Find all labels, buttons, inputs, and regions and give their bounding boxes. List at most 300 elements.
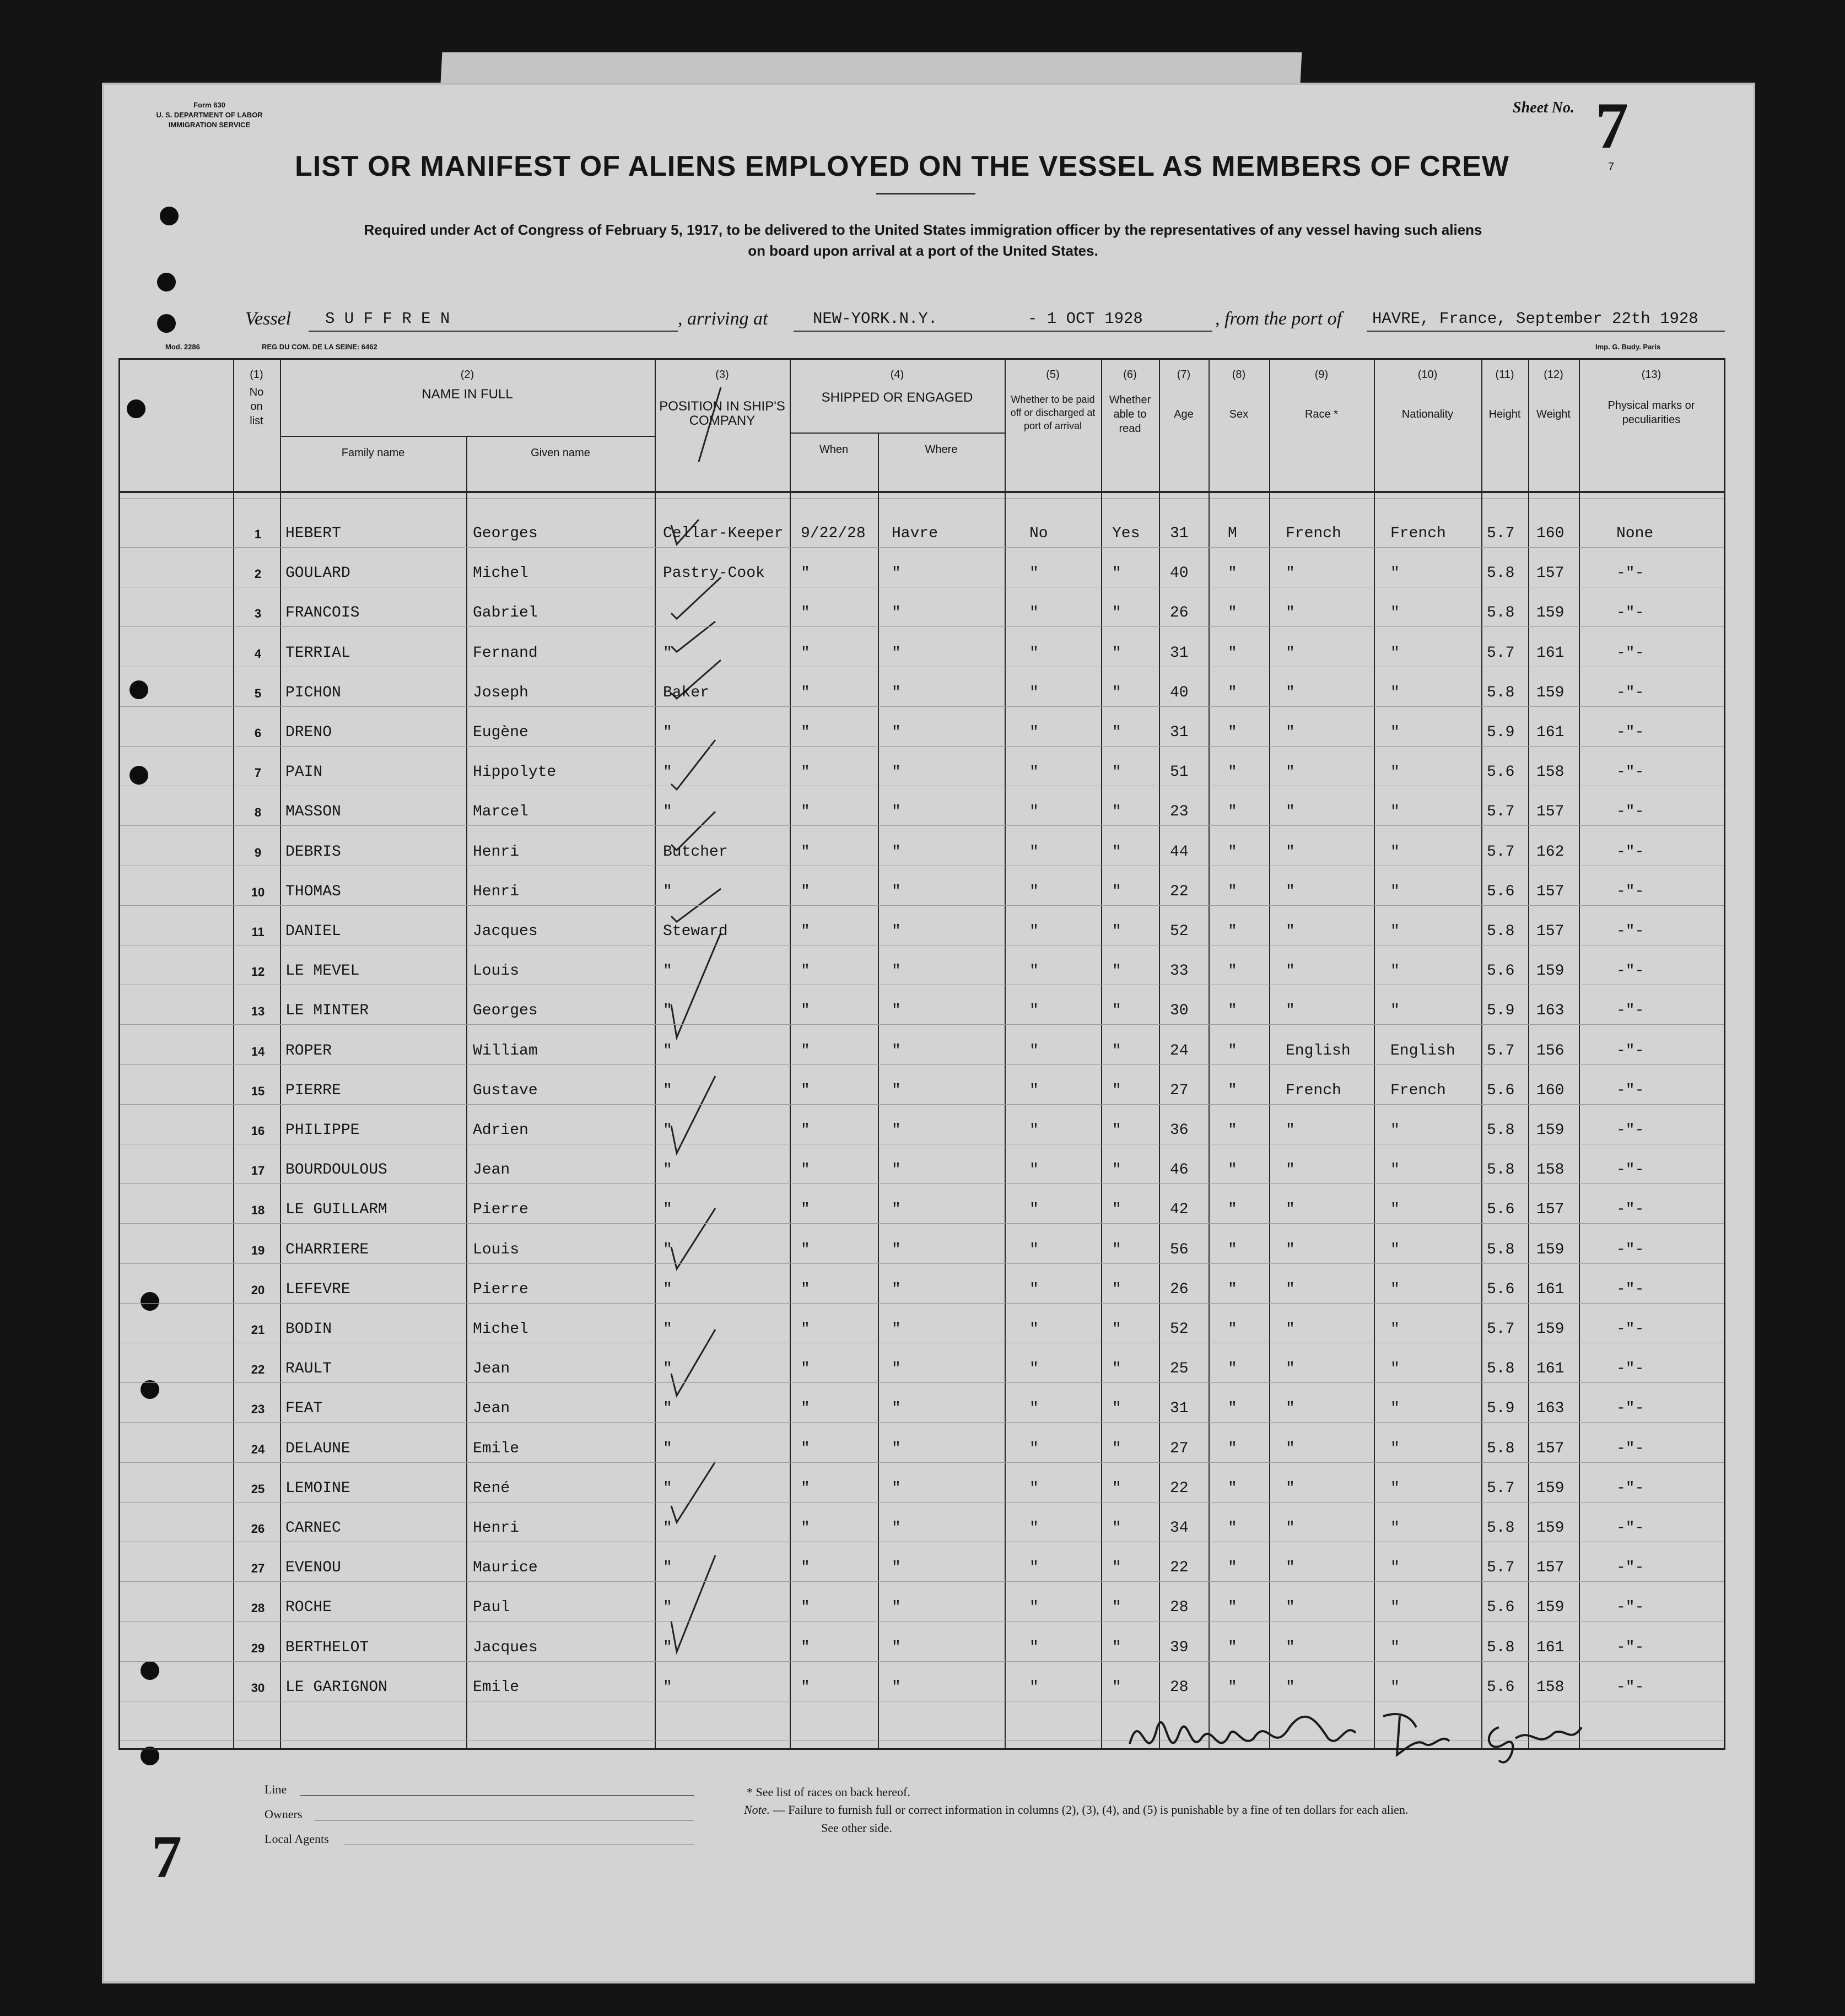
given-name-cell: Maurice [473,1559,538,1577]
paid-off-cell: " [1029,1360,1039,1378]
weight-cell: 160 [1536,525,1565,542]
position-cell: " [663,1161,672,1179]
row-number-cell: 9 [254,845,262,860]
given-name-cell: Louis [473,1241,520,1258]
given-name-cell: Adrien [473,1122,528,1139]
age-cell: 28 [1170,1678,1189,1696]
surgeon-signature [1124,1705,1598,1766]
shipped-where-cell: " [892,1201,901,1219]
position-cell: " [663,883,672,900]
shipped-where-cell: " [892,1122,901,1139]
row-rule [120,1621,1724,1622]
height-cell: 5.6 [1487,1599,1515,1617]
physical-marks-cell: -"- [1616,1440,1644,1457]
races-note: * See list of races on back hereof. [747,1785,910,1799]
col-13-number: (13) [1641,369,1661,381]
arriving-label: , arriving at [678,309,768,329]
race-cell: English [1286,1042,1351,1060]
height-cell: 5.7 [1487,803,1515,821]
shipped-where-cell: " [892,565,901,582]
failure-note [744,1803,1408,1817]
col-8-number: (8) [1232,369,1246,381]
sex-cell: " [1228,565,1237,582]
shipped-when-cell: " [801,1639,810,1656]
age-cell: 26 [1170,604,1189,622]
race-cell: " [1286,1520,1295,1537]
shipped-when-cell: " [801,963,810,980]
shipped-where-cell: " [892,1241,901,1258]
height-cell: 5.7 [1487,1479,1515,1497]
height-cell: 5.7 [1487,1321,1515,1338]
sex-cell: " [1228,604,1237,622]
nationality-cell: " [1390,883,1400,900]
weight-cell: 157 [1536,565,1565,582]
family-name-cell: PICHON [285,684,341,701]
height-cell: 5.6 [1487,1678,1515,1696]
arrival-date-stamp: - 1 OCT 1928 [1028,310,1143,328]
sex-cell: " [1228,1559,1237,1577]
shipped-when-cell: " [801,684,810,701]
shipped-where-cell: " [892,843,901,861]
paid-off-cell: " [1029,565,1039,582]
physical-marks-cell: -"- [1616,1559,1644,1577]
paid-off-cell: " [1029,1280,1039,1298]
given-name-cell: Fernand [473,644,538,662]
shipped-where-cell: " [892,1360,901,1378]
col-7-number: (7) [1177,369,1191,381]
height-cell: 5.6 [1487,1082,1515,1099]
physical-marks-cell: -"- [1616,1639,1644,1656]
age-cell: 24 [1170,1042,1189,1060]
shipped-where-cell: " [892,883,901,900]
height-cell: 5.7 [1487,525,1515,542]
shipped-when-cell: " [801,1122,810,1139]
position-cell: " [663,1599,672,1617]
weight-cell: 157 [1536,923,1565,940]
age-cell: 26 [1170,1280,1189,1298]
physical-marks-cell: -"- [1616,1082,1644,1099]
race-cell: " [1286,1280,1295,1298]
col-13-label: Physical marks or peculiarities [1607,399,1695,426]
row-rule [120,626,1724,627]
race-cell: French [1286,1082,1341,1099]
paid-off-cell: " [1029,724,1039,741]
given-name-cell: Pierre [473,1201,528,1219]
weight-cell: 159 [1536,604,1565,622]
title-rule [876,193,975,194]
paid-off-cell: " [1029,684,1039,701]
weight-cell: 159 [1536,1241,1565,1258]
age-cell: 27 [1170,1082,1189,1099]
age-cell: 33 [1170,963,1189,980]
row-number-cell: 11 [251,925,265,939]
paid-off-cell: " [1029,644,1039,662]
paid-off-cell: " [1029,843,1039,861]
family-name-cell: LEFEVRE [285,1280,350,1298]
shipped-where-cell: " [892,1400,901,1418]
sex-cell: " [1228,803,1237,821]
race-cell: " [1286,1599,1295,1617]
when-header: When [819,444,849,456]
shipped-where-cell: " [892,1280,901,1298]
col-1-label: No on list [249,386,264,427]
family-name-cell: LEMOINE [285,1479,350,1497]
age-cell: 36 [1170,1122,1189,1139]
family-name-cell: RAULT [285,1360,332,1378]
shipped-where-cell: " [892,1321,901,1338]
row-rule [120,1263,1724,1264]
able-to-read-cell: " [1112,1280,1121,1298]
weight-cell: 157 [1536,1201,1565,1219]
col-6-label: Whether able to read [1109,394,1151,435]
weight-cell: 161 [1536,724,1565,741]
paid-off-cell: " [1029,1002,1039,1020]
vessel-label: Vessel [245,309,292,329]
binder-hole [160,207,179,225]
shipped-where-cell: " [892,1678,901,1696]
height-cell: 5.9 [1487,1400,1515,1418]
shipped-when-cell: " [801,923,810,940]
paid-off-cell: No [1029,525,1048,542]
row-number-cell: 14 [251,1044,265,1058]
age-cell: 31 [1170,724,1189,741]
row-number-cell: 20 [251,1283,265,1297]
family-name-cell: DANIEL [285,923,341,940]
age-cell: 27 [1170,1440,1189,1457]
shipped-when-cell: " [801,1082,810,1099]
able-to-read-cell: " [1112,1161,1121,1179]
nationality-cell: French [1390,1082,1446,1099]
row-number-cell: 5 [254,686,262,700]
position-cell: " [663,1559,672,1577]
sex-cell: " [1228,1360,1237,1378]
col-5-label: Whether to be paid off or discharged at port of arrival [1010,394,1096,431]
family-name-cell: ROPER [285,1042,332,1060]
row-number-cell: 26 [251,1522,265,1536]
position-cell: " [663,1280,672,1298]
weight-cell: 161 [1536,1639,1565,1656]
nationality-cell: " [1390,843,1400,861]
row-number-cell: 19 [251,1243,265,1257]
nationality-cell: " [1390,803,1400,821]
race-cell: French [1286,525,1341,542]
age-cell: 51 [1170,764,1189,781]
row-rule [120,1422,1724,1423]
physical-marks-cell: -"- [1616,923,1644,940]
row-number-cell: 30 [251,1680,265,1695]
height-cell: 5.7 [1487,644,1515,662]
height-cell: 5.8 [1487,1241,1515,1258]
physical-marks-cell: -"- [1616,684,1644,701]
paid-off-cell: " [1029,1122,1039,1139]
given-name-cell: William [473,1042,538,1060]
given-name-cell: Michel [473,565,528,582]
paid-off-cell: " [1029,1161,1039,1179]
nationality-cell: " [1390,1161,1400,1179]
shipped-where-cell: " [892,724,901,741]
position-cell: Butcher [663,843,728,861]
race-cell: " [1286,644,1295,662]
physical-marks-cell: -"- [1616,1400,1644,1418]
shipped-when-cell: " [801,1360,810,1378]
shipped-when-cell: " [801,1559,810,1577]
row-rule [120,1661,1724,1662]
family-name-cell: LE MEVEL [285,963,360,980]
paid-off-cell: " [1029,923,1039,940]
family-name-cell: HEBERT [285,525,341,542]
nationality-cell: " [1390,764,1400,781]
sex-cell: M [1228,525,1237,542]
weight-cell: 158 [1536,1678,1565,1696]
where-header: Where [925,444,958,456]
able-to-read-cell: " [1112,1082,1121,1099]
physical-marks-cell: -"- [1616,1122,1644,1139]
col-6-number: (6) [1123,369,1137,381]
shipped-where-cell: " [892,1082,901,1099]
nationality-cell: " [1390,684,1400,701]
height-cell: 5.6 [1487,1280,1515,1298]
height-cell: 5.8 [1487,565,1515,582]
shipped-when-cell: " [801,1520,810,1537]
col-10-label: Nationality [1401,408,1454,420]
position-cell: " [663,1479,672,1497]
race-cell: " [1286,1201,1295,1219]
note-label: Note. [744,1803,770,1817]
physical-marks-cell: -"- [1616,1479,1644,1497]
nationality-cell: " [1390,1002,1400,1020]
given-name-cell: Hippolyte [473,764,557,781]
shipped-when-cell: " [801,1321,810,1338]
age-cell: 56 [1170,1241,1189,1258]
nationality-cell: " [1390,1280,1400,1298]
weight-cell: 159 [1536,1599,1565,1617]
shipped-where-cell: " [892,1002,901,1020]
given-name-cell: Jean [473,1360,510,1378]
position-cell: Baker [663,684,710,701]
shipped-where-cell: " [892,764,901,781]
paid-off-cell: " [1029,1520,1039,1537]
registry-number: REG DU COM. DE LA SEINE: 6462 [262,343,377,351]
paid-off-cell: " [1029,1042,1039,1060]
age-cell: 31 [1170,644,1189,662]
row-number-cell: 21 [251,1323,265,1337]
given-name-cell: Louis [473,963,520,980]
shipped-when-cell: 9/22/28 [801,525,866,542]
col-5-number: (5) [1046,369,1060,381]
shipped-where-cell: " [892,684,901,701]
able-to-read-cell: " [1112,1002,1121,1020]
position-cell: " [663,1082,672,1099]
shipped-when-cell: " [801,724,810,741]
physical-marks-cell: -"- [1616,764,1644,781]
mod-number: Mod. 2286 [165,343,200,351]
family-name-cell: DELAUNE [285,1440,350,1457]
col-7-label: Age [1174,408,1194,420]
weight-cell: 163 [1536,1400,1565,1418]
shipped-where-cell: " [892,963,901,980]
row-number-cell: 3 [254,607,262,621]
physical-marks-cell: -"- [1616,565,1644,582]
crew-table [118,358,1725,1750]
family-name-cell: LE GUILLARM [285,1201,387,1219]
row-number-cell: 8 [254,806,262,820]
weight-cell: 163 [1536,1002,1565,1020]
weight-cell: 158 [1536,1161,1565,1179]
age-cell: 44 [1170,843,1189,861]
able-to-read-cell: " [1112,604,1121,622]
shipped-when-cell: " [801,1201,810,1219]
paid-off-cell: " [1029,1559,1039,1577]
col-8-label: Sex [1229,408,1249,420]
height-cell: 5.8 [1487,923,1515,940]
col-12-label: Weight [1536,408,1571,420]
family-name-cell: ROCHE [285,1599,332,1617]
nationality-cell: " [1390,923,1400,940]
shipped-where-cell: " [892,1042,901,1060]
weight-cell: 156 [1536,1042,1565,1060]
age-cell: 31 [1170,525,1189,542]
position-cell: " [663,1678,672,1696]
age-cell: 40 [1170,684,1189,701]
row-number-cell: 16 [251,1124,265,1138]
given-name-cell: Henri [473,883,520,900]
weight-cell: 159 [1536,1520,1565,1537]
age-cell: 52 [1170,1321,1189,1338]
sex-cell: " [1228,1678,1237,1696]
race-cell: " [1286,684,1295,701]
nationality-cell: " [1390,1321,1400,1338]
physical-marks-cell: -"- [1616,1280,1644,1298]
sex-cell: " [1228,1599,1237,1617]
age-cell: 46 [1170,1161,1189,1179]
nationality-cell: English [1390,1042,1455,1060]
row-number-cell: 27 [251,1561,265,1576]
sex-cell: " [1228,883,1237,900]
col-9-label: Race * [1304,408,1339,420]
shipped-when-cell: " [801,1002,810,1020]
given-name-cell: Jacques [473,1639,538,1656]
sex-cell: " [1228,1241,1237,1258]
row-number-cell: 15 [251,1084,265,1098]
height-cell: 5.8 [1487,684,1515,701]
shipped-when-cell: " [801,604,810,622]
arriving-port: NEW-YORK.N.Y. [813,310,938,328]
family-name-cell: FEAT [285,1400,323,1418]
col-1-number: (1) [250,369,263,381]
race-cell: " [1286,1002,1295,1020]
race-cell: " [1286,963,1295,980]
row-number-cell: 2 [254,567,262,581]
row-rule [120,1223,1724,1224]
race-cell: " [1286,1241,1295,1258]
shipped-where-cell: " [892,604,901,622]
height-cell: 5.7 [1487,843,1515,861]
line-label: Line [265,1782,287,1796]
shipped-where-cell: " [892,1479,901,1497]
nationality-cell: French [1390,525,1446,542]
age-cell: 28 [1170,1599,1189,1617]
line-underline [300,1795,694,1796]
page-mark: 7 [152,1823,182,1890]
position-cell: " [663,803,672,821]
row-number-cell: 29 [251,1641,265,1655]
position-cell: " [663,1201,672,1219]
sheet-number: 7 [1595,89,1628,162]
row-number-cell: 22 [251,1363,265,1377]
row-rule [120,706,1724,707]
height-cell: 5.8 [1487,604,1515,622]
sheet-number-label: Sheet No. [1513,99,1574,116]
able-to-read-cell: " [1112,684,1121,701]
able-to-read-cell: " [1112,565,1121,582]
row-number-cell: 18 [251,1203,265,1218]
paid-off-cell: " [1029,1440,1039,1457]
able-to-read-cell: " [1112,1400,1121,1418]
row-rule [120,905,1724,906]
weight-cell: 160 [1536,1082,1565,1099]
paid-off-cell: " [1029,764,1039,781]
height-cell: 5.9 [1487,724,1515,741]
col-2-label: NAME IN FULL [422,387,513,402]
age-cell: 31 [1170,1400,1189,1418]
height-cell: 5.9 [1487,1002,1515,1020]
weight-cell: 161 [1536,644,1565,662]
subtitle [209,219,1637,261]
shipped-when-cell: " [801,1042,810,1060]
row-rule [120,1104,1724,1105]
sex-cell: " [1228,1122,1237,1139]
able-to-read-cell: " [1112,644,1121,662]
race-cell: " [1286,1161,1295,1179]
arriving-underline [794,331,1212,332]
col-4-label: SHIPPED OR ENGAGED [821,390,973,405]
height-cell: 5.8 [1487,1122,1515,1139]
family-name-cell: BOURDOULOUS [285,1161,387,1179]
shipped-when-cell: " [801,1400,810,1418]
race-cell: " [1286,923,1295,940]
position-cell: " [663,1241,672,1258]
sex-cell: " [1228,1002,1237,1020]
sex-cell: " [1228,1161,1237,1179]
shipped-when-cell: " [801,1241,810,1258]
physical-marks-cell: -"- [1616,1360,1644,1378]
race-cell: " [1286,843,1295,861]
family-name-cell: PHILIPPE [285,1122,360,1139]
row-number-cell: 24 [251,1442,265,1456]
position-cell: " [663,1440,672,1457]
given-name-cell: Joseph [473,684,528,701]
able-to-read-cell: " [1112,1520,1121,1537]
vessel-name: S U F F R E N [325,310,450,328]
position-cell: Cellar-Keeper [663,525,784,542]
family-name-cell: BODIN [285,1321,332,1338]
weight-cell: 157 [1536,1440,1565,1457]
position-cell: " [663,963,672,980]
nationality-cell: " [1390,1559,1400,1577]
weight-cell: 157 [1536,803,1565,821]
age-cell: 39 [1170,1639,1189,1656]
race-cell: " [1286,1639,1295,1656]
row-rule [120,1382,1724,1383]
able-to-read-cell: " [1112,724,1121,741]
col-10-number: (10) [1417,369,1438,381]
shipped-when-cell: " [801,764,810,781]
nationality-cell: " [1390,1520,1400,1537]
family-name-cell: GOULARD [285,565,350,582]
from-port: HAVRE, France, September 22th 1928 [1372,310,1698,328]
position-cell: " [663,1042,672,1060]
paid-off-cell: " [1029,803,1039,821]
